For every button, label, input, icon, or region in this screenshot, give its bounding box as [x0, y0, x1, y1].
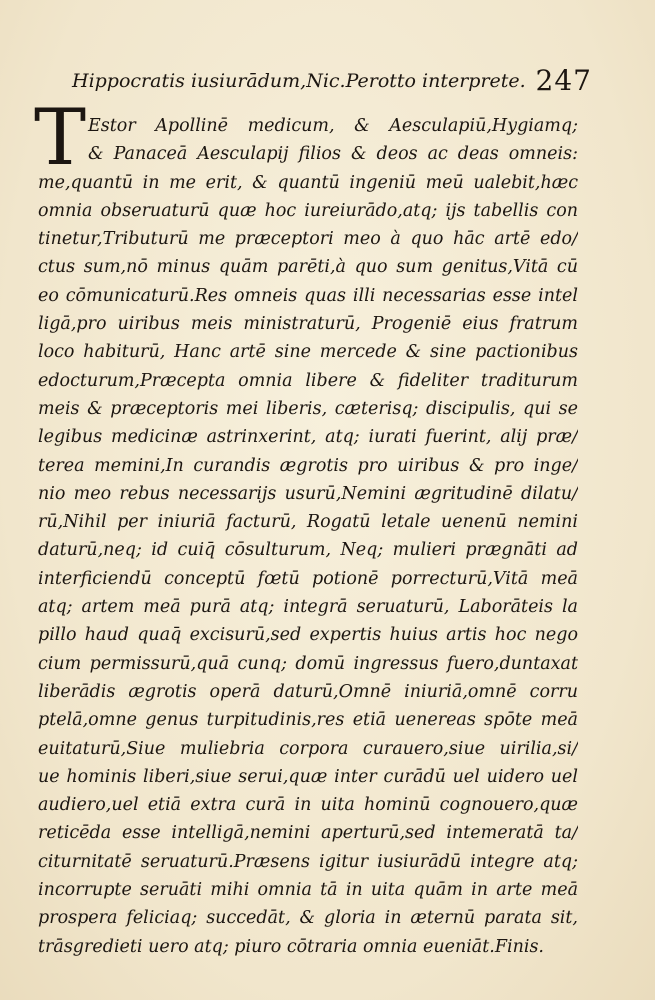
text-line: Estor Apollinē medicum, & Aesculapiū,Hygiamq;	[88, 116, 578, 136]
text-line: tinetur,Tributurū me præceptori meo à quo hāc artē edo/	[38, 229, 578, 250]
text-line: meis & præceptoris mei liberis, cæterisq; discipulis, qui se	[38, 398, 578, 419]
text-line: citurnitatē seruaturū.Præsens igitur iusiurādū integre atq;	[38, 851, 578, 872]
text-line: omnia obseruaturū quæ hoc iureiurādo,atq; ijs tabellis con	[38, 200, 578, 221]
text-line: prospera feliciaq; succedāt, & gloria in æternū parata sit,	[38, 908, 578, 929]
running-header	[72, 64, 592, 97]
text-line: eo cōmunicaturū.Res omneis quas illi necessarias esse intel	[38, 285, 578, 306]
text-line: rū,Nihil per iniuriā facturū, Rogatū letale uenenū nemini	[38, 512, 578, 533]
text-line: incorrupte seruāti mihi omnia tā in uita quām in arte meā	[38, 880, 578, 901]
drop-cap-initial: T	[34, 93, 87, 183]
page-number: 247	[535, 64, 592, 97]
text-line: atq; artem meā purā atq; integrā seruaturū, Laborāteis la	[38, 597, 578, 618]
text-line: edocturum,Præcepta omnia libere & fideliter traditurum	[38, 370, 578, 391]
text-line: ctus sum,nō minus quām parēti,à quo sum genitus,Vitā cū	[38, 257, 578, 278]
text-line: audiero,uel etiā extra curā in uita hominū cognouero,quæ	[38, 795, 578, 816]
text-line: legibus medicinæ astrinxerint, atq; iurati fuerint, alij præ/	[38, 427, 578, 448]
oath-text-body	[38, 112, 578, 961]
text-line: & Panaceā Aesculapij filios & deos ac deas omneis:	[88, 144, 578, 165]
text-line: ligā,pro uiribus meis ministraturū, Progeniē eius fratrum	[38, 314, 578, 335]
text-line: ptelā,omne genus turpitudinis,res etiā uenereas spōte meā	[38, 710, 578, 731]
text-line: reticēda esse intelligā,nemini aperturū,sed intemeratā ta/	[38, 823, 578, 844]
text-line: daturū,neq; id cuiq̄ cōsulturum, Neq; mulieri prægnāti ad	[38, 540, 578, 561]
text-line: loco habiturū, Hanc artē sine mercede & sine pactionibus	[38, 342, 578, 363]
text-line: cium permissurū,quā cunq; domū ingressus fuero,duntaxat	[38, 653, 578, 674]
text-line: ue hominis liberi,siue serui,quæ inter curādū uel uidero uel	[38, 766, 578, 787]
text-line: trāsgredieti uero atq; piuro cōtraria omnia eueniāt.Finis.	[38, 936, 544, 957]
text-line: nio meo rebus necessarijs usurū,Nemini ægritudinē dilatu/	[38, 483, 578, 504]
text-line: liberādis ægrotis operā daturū,Omnē iniuriā,omnē corru	[38, 681, 578, 702]
text-line: interficiendū conceptū fœtū potionē porrecturū,Vitā meā	[38, 568, 578, 589]
text-line: terea memini,In curandis ægrotis pro uiribus & pro inge/	[38, 455, 578, 476]
header-title: Hippocratis iusiurādum,Nic.Perotto interprete.	[72, 70, 526, 92]
text-line: pillo haud quaq̄ excisurū,sed expertis huius artis hoc nego	[38, 625, 578, 646]
text-line: euitaturū,Siue muliebria corpora curauero,siue uirilia,si/	[38, 738, 578, 759]
text-line: me,quantū in me erit, & quantū ingeniū meū ualebit,hæc	[38, 172, 578, 193]
